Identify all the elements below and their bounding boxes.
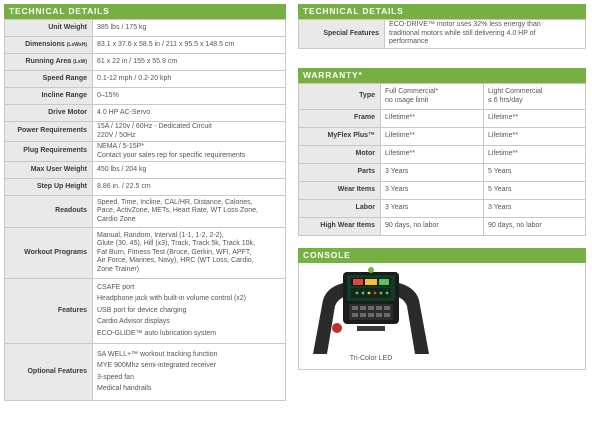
row-label-text: Plug Requirements: [23, 147, 87, 155]
console-image: [307, 266, 435, 354]
full-commercial-value: 3 Years: [381, 182, 484, 200]
light-commercial-value: 3 Years: [484, 200, 586, 218]
full-commercial-value: Lifetime**: [381, 110, 484, 128]
row-label-text: Workout Programs: [24, 248, 87, 256]
warranty-type-row: [299, 84, 586, 110]
value-line: 0–15%: [97, 91, 119, 99]
row-label: [5, 344, 93, 401]
row-label-text: Power Requirements: [17, 127, 87, 135]
light-commercial-value: 5 Years: [484, 164, 586, 182]
row-value: [93, 279, 286, 344]
spec-row: [5, 162, 286, 179]
spec-row: [5, 20, 286, 37]
row-label: Motor: [299, 146, 381, 164]
special-features-table: [298, 19, 586, 49]
value-line: 450 lbs / 204 kg: [97, 165, 147, 173]
value-line: Cardio Zone: [97, 215, 136, 223]
value-line: 4.0 HP AC-Servo: [97, 108, 151, 116]
type-full-commercial: Full Commercial* no usage limit: [381, 84, 484, 110]
full-commercial-value: Lifetime**: [381, 146, 484, 164]
spec-row: [5, 105, 286, 122]
value-line: Cardio Advisor displays: [97, 318, 170, 326]
spec-row: [5, 344, 286, 401]
spec-row: [5, 179, 286, 196]
row-label-text: Drive Motor: [48, 108, 87, 116]
value-line: performance: [389, 38, 429, 46]
console-box: [298, 263, 586, 370]
warranty-row: [299, 182, 586, 200]
row-label-text: Max User Weight: [30, 165, 87, 173]
value-line: 220V / 50Hz: [97, 131, 136, 139]
light-commercial-value: 90 days, no labor: [484, 218, 586, 236]
row-value: [93, 142, 286, 162]
value-line: CSAFE port: [97, 283, 135, 291]
value-line: 0.1-12 mph / 0.2-20 kph: [97, 74, 172, 82]
row-label: [5, 196, 93, 228]
value-line: Manual, Random, Interval (1-1, 1-2, 2-2),: [97, 231, 224, 239]
row-label: [5, 54, 93, 71]
value-line: MYE 900Mhz semi-integrated receiver: [97, 362, 217, 369]
value-line: 83.1 x 37.6 x 58.5 in / 211 x 95.5 x 148.5 cm: [97, 40, 235, 48]
value-line: Zone Trainer): [97, 265, 140, 273]
row-label-text: Readouts: [55, 207, 87, 215]
spec-row: [299, 20, 586, 49]
row-label: [5, 162, 93, 179]
value-line: 385 lbs / 175 kg: [97, 23, 147, 31]
spec-row: [5, 142, 286, 162]
value-line: 61 x 22 in / 155 x 55.9 cm: [97, 57, 178, 65]
row-label: [5, 20, 93, 37]
value-line: 3-speed fan: [97, 373, 134, 381]
spec-row: [5, 228, 286, 279]
full-commercial-value: 3 Years: [381, 164, 484, 182]
technical-details-2-panel: [298, 4, 586, 49]
value-line: Contact your sales rep for specific requirements: [97, 151, 246, 159]
light-commercial-value: Lifetime**: [484, 110, 586, 128]
row-value: [93, 88, 286, 105]
row-label: [5, 71, 93, 88]
row-label: Frame: [299, 110, 381, 128]
technical-details-panel: [4, 4, 286, 401]
section-header: TECHNICAL DETAILS: [4, 4, 286, 19]
row-label-text: Features: [57, 306, 87, 314]
full-commercial-value: 90 days, no labor: [381, 218, 484, 236]
row-value: [93, 196, 286, 228]
row-label-suffix: (LxW): [73, 58, 87, 65]
section-header: TECHNICAL DETAILS: [298, 4, 586, 19]
row-label-text: Speed Range: [42, 74, 87, 82]
value-line: ECO-GLIDE™ auto lubrication system: [97, 329, 217, 337]
right-panels: [298, 4, 586, 370]
value-line: Speed, Time, Incline, CAL/HR, Distance, Calories,: [97, 198, 253, 206]
row-label: [5, 179, 93, 196]
row-label: MyFlex Plus™: [299, 128, 381, 146]
light-commercial-value: Lifetime**: [484, 146, 586, 164]
value-line: 15A / 120v / 60Hz - Dedicated Circuit: [97, 123, 212, 130]
warranty-table: [298, 83, 586, 236]
value-line: SA WELL+™ workout tracking function: [97, 350, 218, 358]
row-value: [93, 54, 286, 71]
spec-row: [5, 196, 286, 228]
light-commercial-value: 5 Years: [484, 182, 586, 200]
row-label-text: Dimensions: [25, 40, 65, 48]
value-line: Medical handrails: [97, 385, 152, 392]
row-label: Special Features: [299, 20, 385, 49]
row-label: Wear Items: [299, 182, 381, 200]
full-commercial-value: 3 Years: [381, 200, 484, 218]
row-label: [5, 88, 93, 105]
row-label-text: Optional Features: [27, 367, 87, 375]
spec-row: [5, 54, 286, 71]
row-value: [93, 105, 286, 122]
value-line: USB port for device charging: [97, 306, 187, 314]
value-line: Fat Burn, Fitness Test (Bruce, Gerkin, WFI, APFT,: [97, 248, 252, 256]
warranty-row: [299, 128, 586, 146]
row-label: Type: [299, 84, 381, 110]
warranty-row: [299, 146, 586, 164]
value-line: Glute (30, 45), Hill (x3), Track, Track 5k, Track 10k,: [97, 240, 255, 248]
warranty-row: [299, 200, 586, 218]
row-label-text: Step Up Height: [36, 182, 87, 190]
spec-row: [5, 279, 286, 344]
row-label: [5, 122, 93, 142]
row-label-text: Running Area: [25, 57, 72, 65]
value-line: Headphone jack with built-in volume control (x2): [97, 295, 247, 303]
row-value: [385, 20, 586, 49]
row-value: [93, 20, 286, 37]
row-label: [5, 105, 93, 122]
row-label: Parts: [299, 164, 381, 182]
row-label-text: Unit Weight: [48, 23, 87, 31]
warranty-row: [299, 164, 586, 182]
spec-row: [5, 122, 286, 142]
spec-row: [5, 37, 286, 54]
full-commercial-value: Lifetime**: [381, 128, 484, 146]
row-label: [5, 142, 93, 162]
type-light-commercial: Light Commercial ≤ 6 hrs/day: [484, 84, 586, 110]
row-label: [5, 279, 93, 344]
spec-row: [5, 71, 286, 88]
warranty-row: [299, 110, 586, 128]
section-header: CONSOLE: [298, 248, 586, 263]
section-header: WARRANTY*: [298, 68, 586, 83]
value-line: NEMA / 5-15P*: [97, 143, 145, 150]
value-line: ECO-DRIVE™ motor uses 32% less energy than: [389, 21, 541, 29]
value-line: Pace, ActivZone, METs, Heart Rate, WT Loss Zone,: [97, 207, 258, 215]
row-label: [5, 228, 93, 279]
row-value: [93, 122, 286, 142]
row-value: [93, 344, 286, 401]
console-caption: Tri-Color LED: [349, 355, 393, 362]
row-label: Labor: [299, 200, 381, 218]
row-label: High Wear Items: [299, 218, 381, 236]
value-line: traditional motors while still delivering 4.0 HP of: [389, 29, 536, 37]
spec-row: [5, 88, 286, 105]
console-panel: [298, 248, 586, 370]
technical-details-table: [4, 19, 286, 401]
row-label: [5, 37, 93, 54]
value-line: 8.86 in. / 22.5 cm: [97, 182, 151, 190]
warranty-row: [299, 218, 586, 236]
light-commercial-value: Lifetime**: [484, 128, 586, 146]
warranty-panel: [298, 68, 586, 236]
value-line: Air Force, Marines, Navy), HRC (WT Loss, Cardio,: [97, 257, 254, 265]
row-value: [93, 162, 286, 179]
row-label-suffix: (LxWxH): [66, 41, 87, 48]
row-value: [93, 37, 286, 54]
row-value: [93, 228, 286, 279]
row-label-text: Incline Range: [41, 91, 87, 99]
row-value: [93, 179, 286, 196]
row-value: [93, 71, 286, 88]
